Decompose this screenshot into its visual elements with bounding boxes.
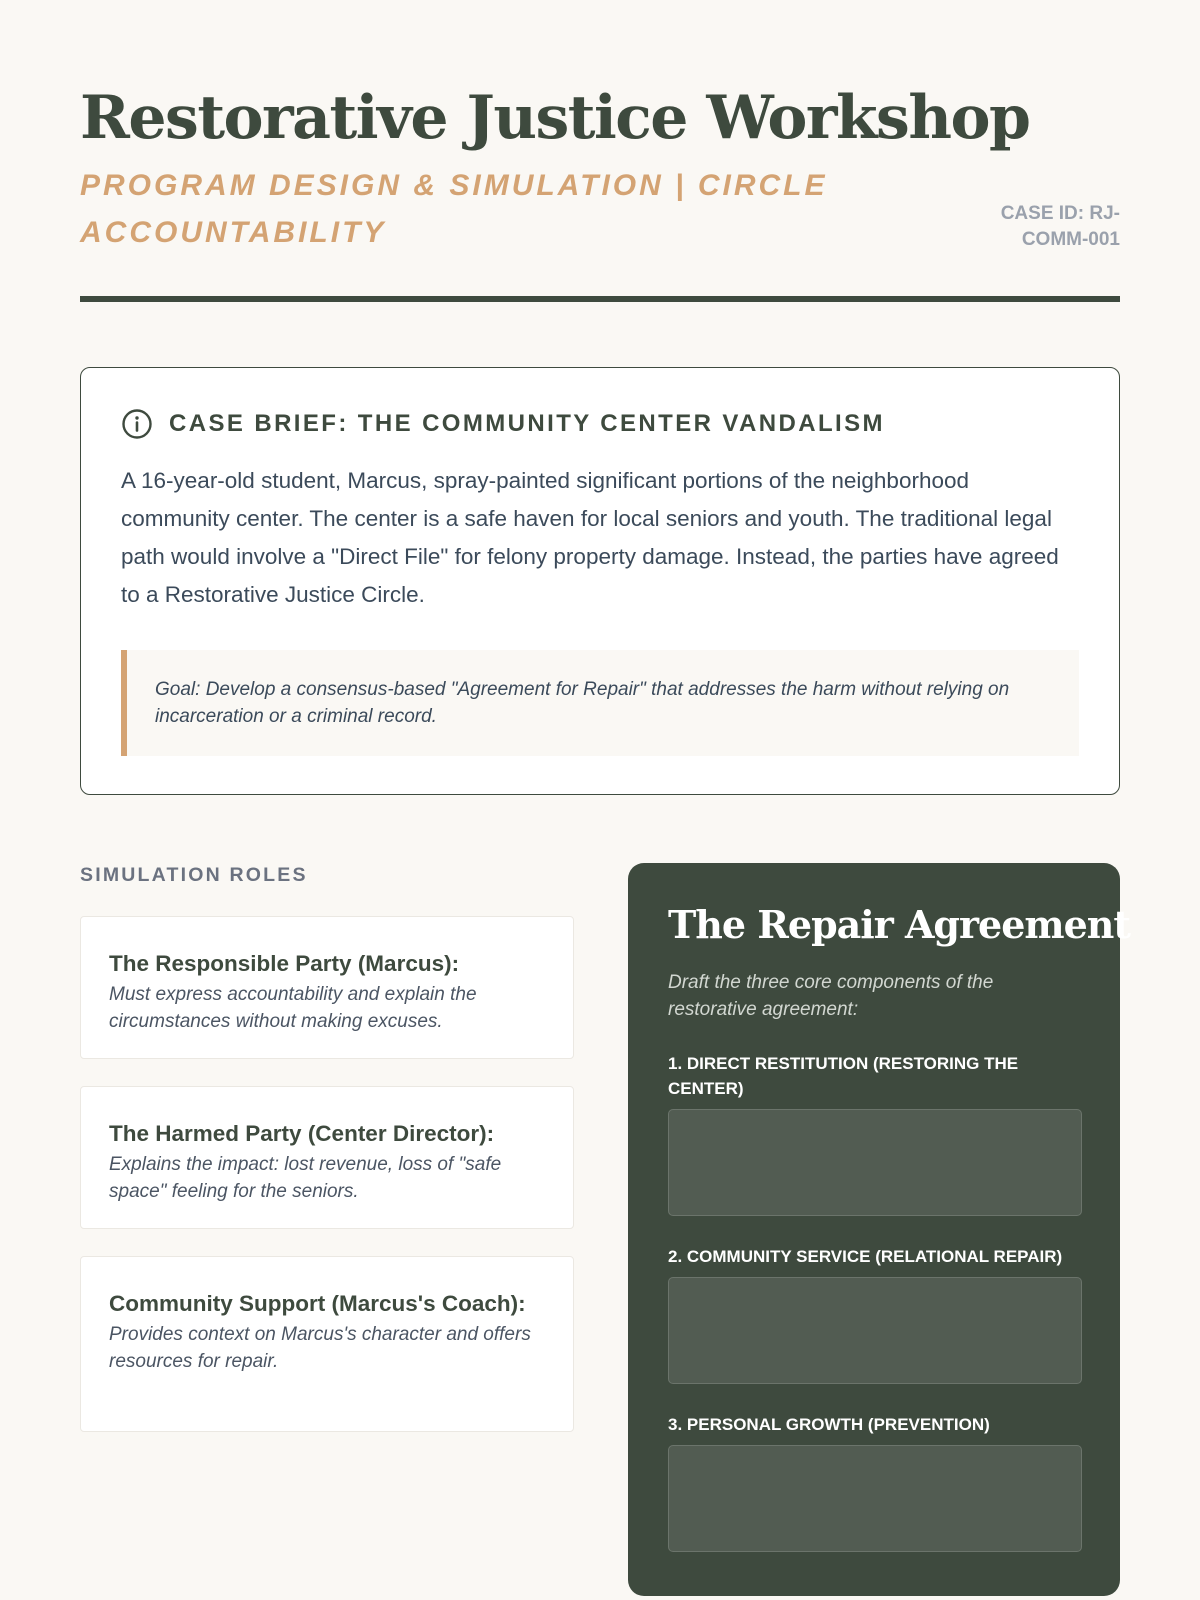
case-id: CASE ID: RJ-COMM-001 (1000, 203, 1120, 250)
info-icon (121, 408, 153, 440)
repair-agreement-panel (628, 863, 1130, 1596)
goal-callout: Goal: Develop a consensus-based "Agreement for Repair" that addresses the harm without relying on incarceration or a criminal record. (121, 650, 1079, 756)
role-card-community-support (80, 1256, 574, 1432)
role-name: The Harmed Party (Center Director): (109, 1121, 495, 1146)
page-subtitle: PROGRAM DESIGN & SIMULATION | CIRCLE ACCOUNTABILITY (80, 169, 828, 249)
direct-restitution-input[interactable] (668, 1109, 1082, 1216)
personal-growth-input[interactable] (668, 1445, 1082, 1552)
direct-restitution-label: 1. DIRECT RESTITUTION (RESTORING THE CENTER) (668, 1054, 1019, 1098)
role-card-harmed-party (80, 1086, 574, 1229)
page-title: Restorative Justice Workshop (80, 83, 1030, 153)
role-description: Provides context on Marcus's character and offers resources for repair. (109, 1324, 531, 1372)
case-brief-title: CASE BRIEF: THE COMMUNITY CENTER VANDALISM (169, 410, 885, 437)
community-service-label: 2. COMMUNITY SERVICE (RELATIONAL REPAIR) (668, 1247, 1063, 1266)
community-service-input[interactable] (668, 1277, 1082, 1384)
page-header (80, 0, 1120, 302)
field-group-direct-restitution (668, 1051, 1080, 1216)
role-description: Explains the impact: lost revenue, loss of "safe space" feeling for the seniors. (109, 1154, 502, 1202)
case-brief-text: A 16-year-old student, Marcus, spray-painted significant portions of the neighborhood community center. The center is a safe haven for local seniors and youth. The traditional legal path would involve a "Direct File" for felony property damage. Instead, the parties have agreed to a Restorative Justice Circle. (121, 468, 1059, 607)
agreement-title: The Repair Agreement (668, 902, 1130, 947)
role-name: The Responsible Party (Marcus): (109, 951, 460, 976)
role-name: Community Support (Marcus's Coach): (109, 1291, 526, 1316)
field-group-community-service (668, 1244, 1080, 1384)
role-description: Must express accountability and explain the circumstances without making excuses. (109, 984, 477, 1032)
case-brief-header (121, 406, 1079, 442)
agreement-intro: Draft the three core components of the restorative agreement: (668, 972, 994, 1020)
case-brief-card (80, 367, 1120, 795)
personal-growth-label: 3. PERSONAL GROWTH (PREVENTION) (668, 1415, 990, 1434)
field-group-personal-growth (668, 1412, 1080, 1552)
roles-section-label: SIMULATION ROLES (80, 864, 308, 886)
role-card-responsible-party (80, 916, 574, 1059)
